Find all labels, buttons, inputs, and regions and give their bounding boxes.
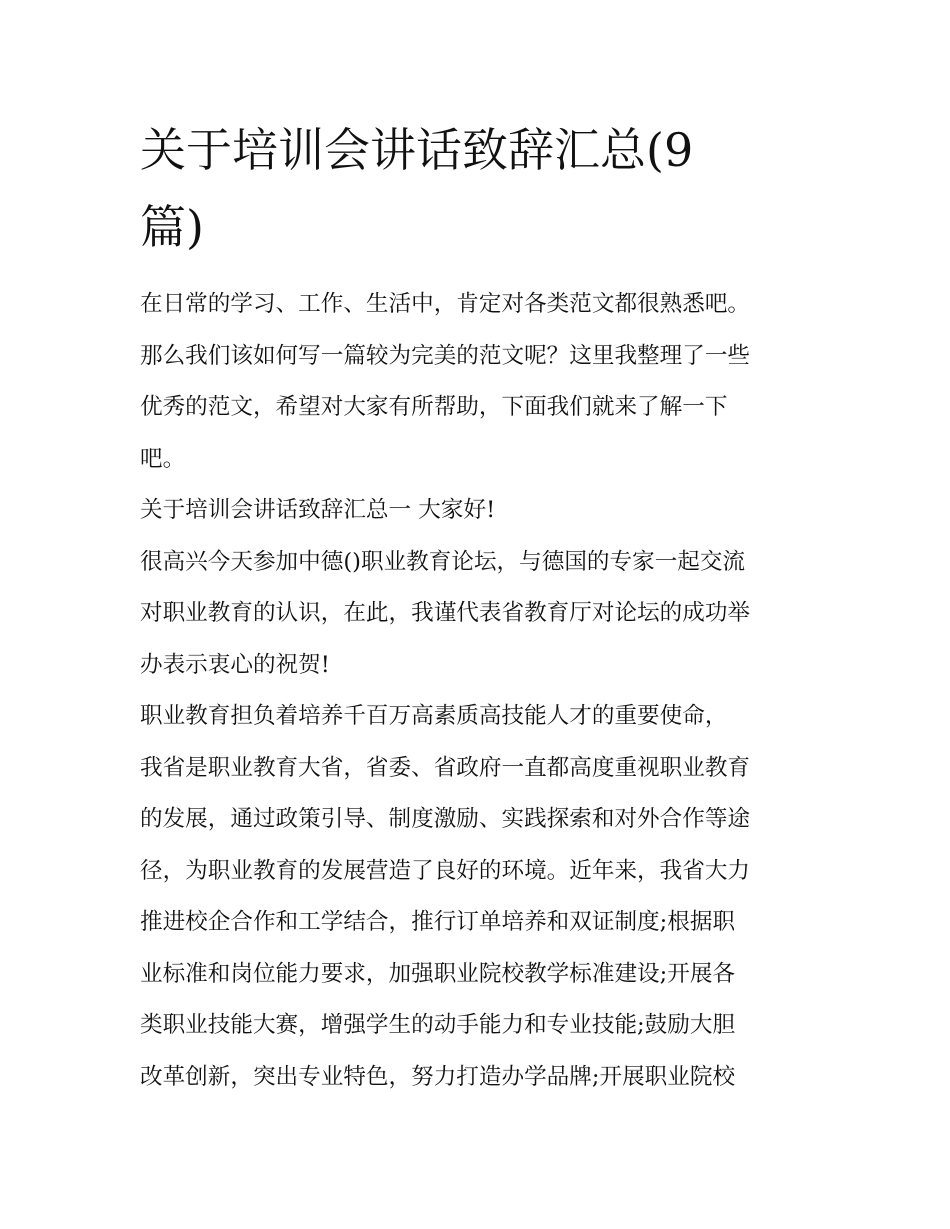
document-body	[140, 279, 820, 1103]
body-line: 职业教育担负着培养千百万高素质高技能人才的重要使命，	[140, 703, 728, 729]
body-line: 改革创新，突出专业特色，努力打造办学品牌;开展职业院校	[140, 1063, 736, 1090]
body-line: 类职业技能大赛，增强学生的动手能力和专业技能;鼓励大胆	[140, 1012, 736, 1038]
body-line: 办表示衷心的祝贺!	[140, 651, 330, 678]
body-line: 那么我们该如何写一篇较为完美的范文呢？这里我整理了一些	[140, 342, 751, 369]
body-line: 吧。	[140, 445, 186, 472]
body-line: 关于培训会讲话致辞汇总一 大家好!	[140, 497, 496, 523]
body-line: 我省是职业教育大省，省委、省政府一直都高度重视职业教育	[140, 754, 751, 781]
title-line-2: 篇)	[140, 200, 204, 254]
body-line: 对职业教育的认识，在此，我谨代表省教育厅对论坛的成功举	[140, 600, 751, 626]
title-line-1: 关于培训会讲话致辞汇总(9	[140, 123, 694, 177]
body-line: 推进校企合作和工学结合，推行订单培养和双证制度;根据职	[140, 909, 736, 935]
body-line: 很高兴今天参加中德()职业教育论坛，与德国的专家一起交流	[140, 548, 746, 575]
document-title	[140, 112, 780, 266]
body-line: 的发展，通过政策引导、制度激励、实践探索和对外合作等途	[140, 806, 751, 832]
body-line: 在日常的学习、工作、生活中，肯定对各类范文都很熟悉吧。	[140, 291, 751, 317]
body-line: 径，为职业教育的发展营造了良好的环境。近年来，我省大力	[140, 857, 751, 884]
body-line: 优秀的范文，希望对大家有所帮助，下面我们就来了解一下	[140, 394, 728, 420]
body-line: 业标准和岗位能力要求，加强职业院校教学标准建设;开展各	[140, 960, 736, 987]
